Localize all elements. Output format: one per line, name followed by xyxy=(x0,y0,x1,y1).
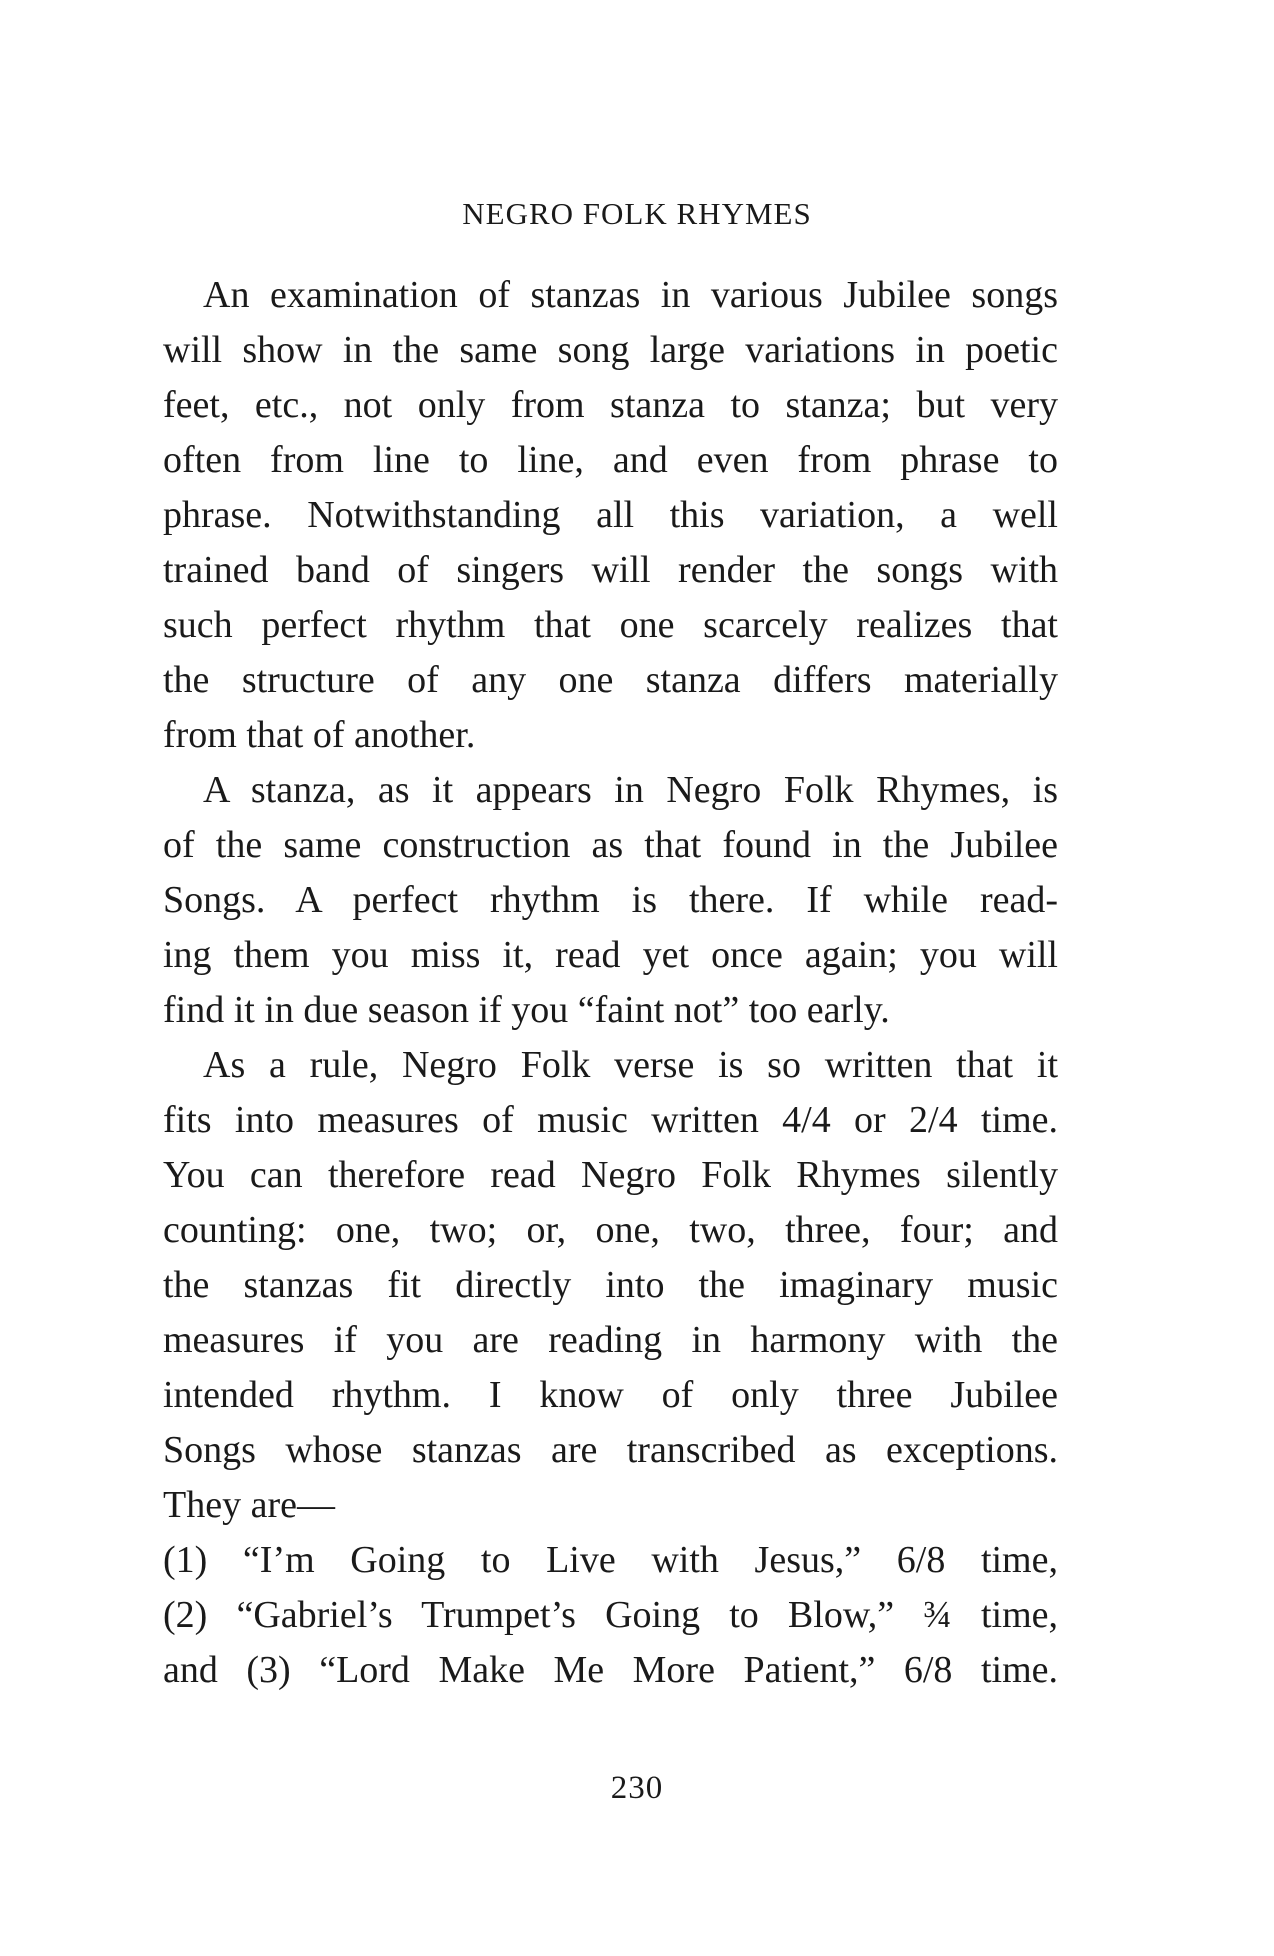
text-line: the structure of any one stanza differs materially xyxy=(163,659,1058,701)
text-line: measures if you are reading in harmony with the xyxy=(163,1319,1058,1361)
text-line: Songs whose stanzas are transcribed as exceptions. xyxy=(163,1429,1058,1471)
text-line: feet, etc., not only from stanza to stanza; but very xyxy=(163,384,1058,426)
text-line: of the same construction as that found in the Jubilee xyxy=(163,824,1058,866)
text-line: They are— xyxy=(163,1484,335,1526)
text-line: A stanza, as it appears in Negro Folk Rhymes, is xyxy=(203,769,1058,811)
text-line: phrase. Notwithstanding all this variation, a well xyxy=(163,494,1058,536)
exceptions-list xyxy=(163,1533,1058,1698)
text-line: find it in due season if you “faint not” too early. xyxy=(163,989,890,1031)
text-line: the stanzas fit directly into the imaginary music xyxy=(163,1264,1058,1306)
text-line: will show in the same song large variations in poetic xyxy=(163,329,1058,371)
text-line: from that of another. xyxy=(163,714,476,756)
text-line: counting: one, two; or, one, two, three, four; and xyxy=(163,1209,1058,1251)
text-line: often from line to line, and even from phrase to xyxy=(163,439,1058,481)
text-line: such perfect rhythm that one scarcely realizes that xyxy=(163,604,1058,646)
paragraph-2 xyxy=(163,763,1058,1038)
text-line: Songs. A perfect rhythm is there. If while read- xyxy=(163,879,1058,921)
text-line: You can therefore read Negro Folk Rhymes silently xyxy=(163,1154,1058,1196)
text-line: intended rhythm. I know of only three Jubilee xyxy=(163,1374,1058,1416)
running-head: NEGRO FOLK RHYMES xyxy=(462,196,812,231)
text-line: fits into measures of music written 4/4 or 2/4 time. xyxy=(163,1099,1058,1141)
page-number: 230 xyxy=(610,1770,664,1806)
list-item: and (3) “Lord Make Me More Patient,” 6/8 time. xyxy=(163,1649,1058,1691)
text-line: As a rule, Negro Folk verse is so written that it xyxy=(203,1044,1058,1086)
list-item: (2) “Gabriel’s Trumpet’s Going to Blow,” ¾ time, xyxy=(163,1594,1058,1636)
body-text xyxy=(163,268,1058,1698)
text-line: An examination of stanzas in various Jubilee songs xyxy=(203,274,1058,316)
text-line: trained band of singers will render the songs with xyxy=(163,549,1058,591)
paragraph-1 xyxy=(163,268,1058,763)
list-item: (1) “I’m Going to Live with Jesus,” 6/8 time, xyxy=(163,1539,1058,1581)
paragraph-3 xyxy=(163,1038,1058,1533)
text-line: ing them you miss it, read yet once again; you will xyxy=(163,934,1058,976)
